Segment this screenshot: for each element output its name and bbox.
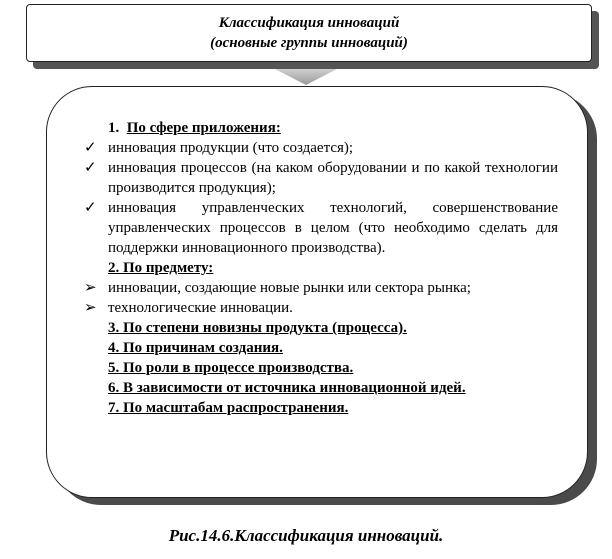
checkmark-icon: ✓ (84, 200, 97, 216)
checkmark-icon: ✓ (84, 160, 97, 176)
group-7-heading: 7. По масштабам распространения. (108, 400, 349, 416)
group-1-title: По сфере приложения: (126, 120, 281, 136)
group-1-number: 1. (108, 120, 120, 136)
header-subtitle: (основные группы инноваций) (210, 35, 408, 51)
list-item (80, 278, 558, 298)
figure-caption: Рис.14.6.Классификация инноваций. (168, 526, 444, 545)
group-5-heading: 5. По роли в процессе производства. (108, 360, 354, 376)
list-item-text: инновация процессов (на каком оборудовании и по какой технологии производится продукция); (108, 160, 558, 196)
group-6-heading: 6. В зависимости от источника инновационной идей. (108, 380, 466, 396)
group-4-heading: 4. По причинам создания. (108, 340, 283, 356)
header-title: Классификация инноваций (218, 15, 400, 31)
header-box (26, 4, 592, 62)
arrowhead-icon: ➢ (84, 280, 97, 296)
down-arrow-icon (275, 69, 337, 85)
list-item-text: инновация продукции (что создается); (108, 140, 354, 156)
list-item-text: инновации, создающие новые рынки или сектора рынка; (108, 280, 471, 296)
list-item-text: инновация управленческих технологий, совершенствование управленческих процессов в целом (что необходимо сделать для поддержки инновационного производства). (108, 200, 558, 256)
list-item (80, 198, 558, 258)
checkmark-icon: ✓ (84, 140, 97, 156)
list-item (80, 298, 558, 318)
classification-list (80, 118, 558, 418)
list-item-text: технологические инновации. (108, 300, 293, 316)
group-1-heading (80, 118, 558, 138)
list-item (80, 138, 558, 158)
arrowhead-icon: ➢ (84, 300, 97, 316)
group-2-heading: 2. По предмету: (108, 260, 214, 276)
group-3-heading: 3. По степени новизны продукта (процесса). (108, 320, 407, 336)
list-item (80, 158, 558, 198)
